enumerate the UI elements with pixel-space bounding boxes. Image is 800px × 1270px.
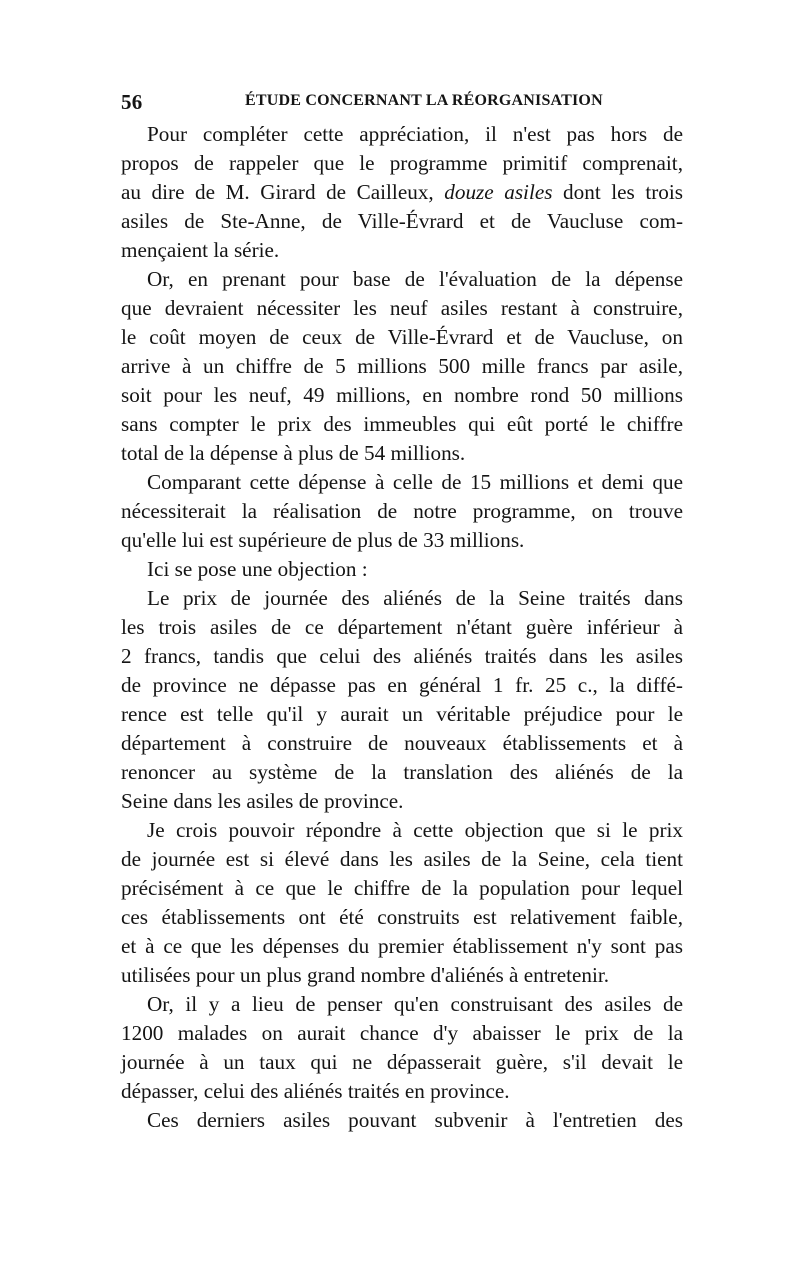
text-line: que devraient nécessiter les neuf asiles restant à construire, xyxy=(121,296,683,320)
paragraph xyxy=(121,120,683,265)
text-line: asiles de Ste-Anne, de Ville-Évrard et de Vaucluse com- xyxy=(121,209,683,233)
text-line: rence est telle qu'il y aurait un véritable préjudice pour le xyxy=(121,702,683,726)
body-text xyxy=(121,120,683,1135)
text-line: Ici se pose une objection : xyxy=(147,557,368,581)
text-line: qu'elle lui est supérieure de plus de 33 millions. xyxy=(121,528,525,552)
text-line: 2 francs, tandis que celui des aliénés traités dans les asiles xyxy=(121,644,683,668)
text-line: arrive à un chiffre de 5 millions 500 mille francs par asile, xyxy=(121,354,683,378)
text-line: renoncer au système de la translation des aliénés de la xyxy=(121,760,683,784)
text-line: soit pour les neuf, 49 millions, en nombre rond 50 millions xyxy=(121,383,683,407)
text-line: de province ne dépasse pas en général 1 fr. 25 c., la diffé- xyxy=(121,673,683,697)
italic-phrase: douze asiles xyxy=(444,180,553,204)
text-line: total de la dépense à plus de 54 millions. xyxy=(121,441,466,465)
text-line: Comparant cette dépense à celle de 15 millions et demi que xyxy=(147,470,683,494)
running-title: ÉTUDE CONCERNANT LA RÉORGANISATION xyxy=(245,92,603,109)
text-line-mixed xyxy=(121,178,683,207)
text-line: dépasser, celui des aliénés traités en province. xyxy=(121,1079,510,1103)
text-segment: au dire de M. Girard de Cailleux, xyxy=(121,180,445,204)
page-number: 56 xyxy=(121,90,143,114)
text-line: propos de rappeler que le programme primitif comprenait, xyxy=(121,151,683,175)
text-line: Je crois pouvoir répondre à cette objection que si le prix xyxy=(147,818,683,842)
text-line: sans compter le prix des immeubles qui eût porté le chiffre xyxy=(121,412,683,436)
text-line: précisément à ce que le chiffre de la population pour lequel xyxy=(121,876,683,900)
text-line: le coût moyen de ceux de Ville-Évrard et de Vaucluse, on xyxy=(121,325,683,349)
text-line: utilisées pour un plus grand nombre d'aliénés à entretenir. xyxy=(121,963,610,987)
text-line: nécessiterait la réalisation de notre programme, on trouve xyxy=(121,499,683,523)
text-line: Le prix de journée des aliénés de la Seine traités dans xyxy=(147,586,683,610)
text-line: 1200 malades on aurait chance d'y abaisser le prix de la xyxy=(121,1021,683,1045)
text-line: et à ce que les dépenses du premier établissement n'y sont pas xyxy=(121,934,683,958)
paragraph xyxy=(121,468,683,555)
paragraph xyxy=(121,816,683,990)
text-line: journée à un taux qui ne dépasserait guère, s'il devait le xyxy=(121,1050,683,1074)
text-line: de journée est si élevé dans les asiles de la Seine, cela tient xyxy=(121,847,683,871)
text-segment: dont les trois xyxy=(552,180,683,204)
running-head xyxy=(121,90,681,116)
text-line: Or, il y a lieu de penser qu'en construisant des asiles de xyxy=(147,992,683,1016)
paragraph xyxy=(121,990,683,1106)
paragraph xyxy=(121,1106,683,1135)
text-line: ces établissements ont été construits est relativement faible, xyxy=(121,905,683,929)
text-line: Seine dans les asiles de province. xyxy=(121,789,404,813)
text-line: les trois asiles de ce département n'étant guère inférieur à xyxy=(121,615,683,639)
text-line: Ces derniers asiles pouvant subvenir à l'entretien des xyxy=(147,1108,683,1132)
paragraph xyxy=(121,555,683,584)
text-line: Or, en prenant pour base de l'évaluation de la dépense xyxy=(147,267,683,291)
text-line: mençaient la série. xyxy=(121,238,280,262)
paragraph xyxy=(121,584,683,816)
text-line: département à construire de nouveaux établissements et à xyxy=(121,731,683,755)
text-line: Pour compléter cette appréciation, il n'est pas hors de xyxy=(147,122,683,146)
paragraph xyxy=(121,265,683,468)
